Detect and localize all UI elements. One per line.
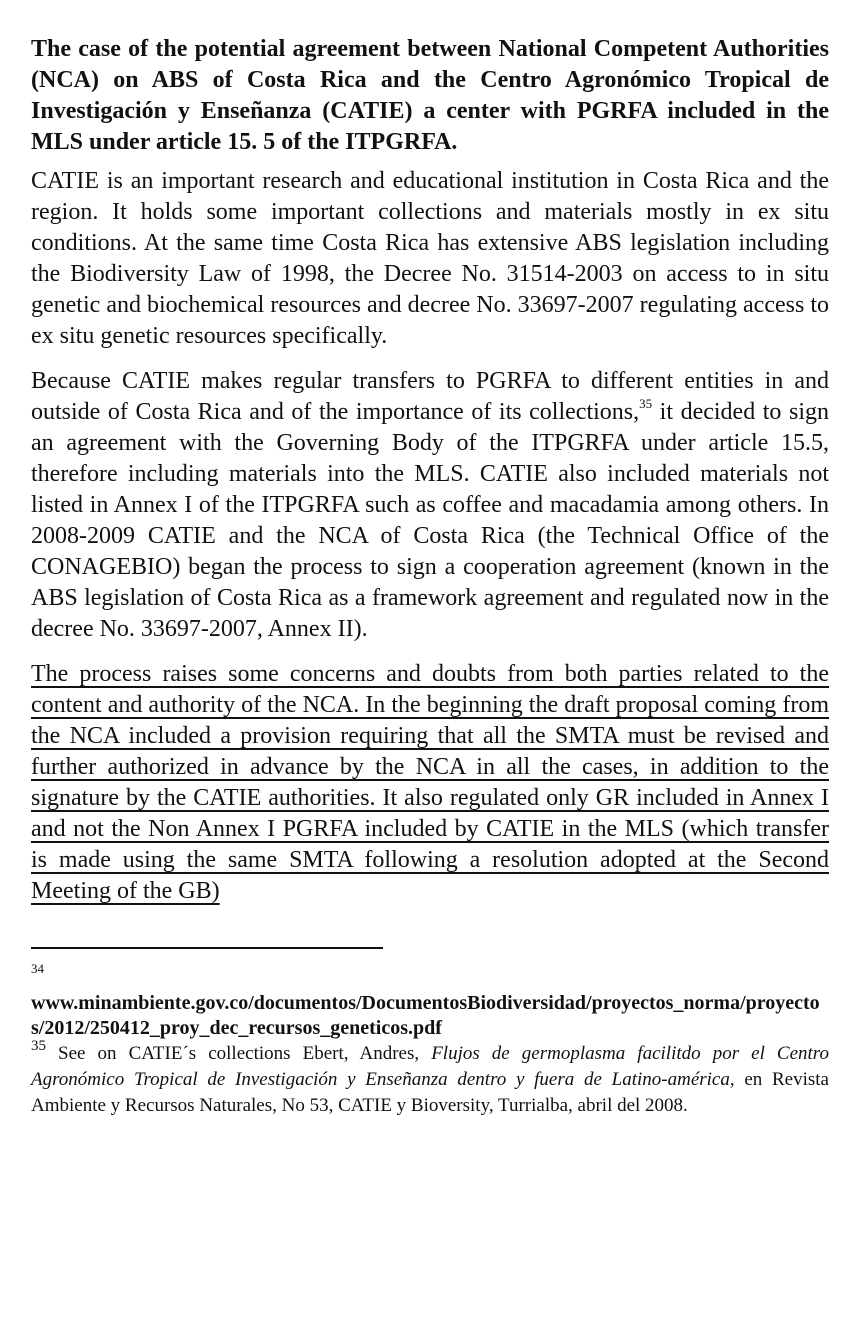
paragraph-2 <box>31 366 829 645</box>
footnote-ref-35[interactable]: 35 <box>639 396 653 411</box>
footnote-35-text-a: See on CATIE´s collections Ebert, Andres, <box>46 1043 432 1064</box>
section-heading: The case of the potential agreement between National Competent Authorities (NCA) on ABS of Costa Rica and the Centro Agronómico Tropical de Investigación y Enseñanza (CATIE) a center with PGRFA included in the MLS under article 15. 5 of the ITPGRFA. <box>31 36 829 155</box>
footnote-35-number: 35 <box>31 1038 46 1054</box>
footnote-35-text-b: , en Revista Ambiente y Recursos Naturales, No 53, CATIE y Bioversity, Turrialba, abril del 2008. <box>31 1069 829 1116</box>
paragraph-3: The process raises some concerns and doubts from both parties related to the content and authority of the NCA. In the beginning the draft proposal coming from the NCA included a provision requiring that all the SMTA must be revised and further authorized in advance by the NCA in all the cases, in addition to the signature by the CATIE authorities. It also regulated only GR included in Annex I and not the Non Annex I PGRFA included by CATIE in the MLS (which transfer is made using the same SMTA following a resolution adopted at the Second Meeting of the GB) <box>31 661 829 904</box>
footnote-35 <box>31 1038 829 1119</box>
footnote-separator <box>31 947 383 949</box>
paragraph-2-text-b: it decided to sign an agreement with the Governing Body of the ITPGRFA under article 15.5, therefore including materials into the MLS. CATIE also included materials not listed in Annex I of the ITPGRFA such as coffee and macadamia among others. In 2008-2009 CATIE and the NCA of Costa Rica (the Technical Office of the CONAGEBIO) began the process to sign a cooperation agreement (known in the ABS legislation of Costa Rica as a framework agreement and regulated now in the decree No. 33697-2007, Annex II). <box>31 399 829 642</box>
footnote-34-number: 34 <box>31 961 44 976</box>
paragraph-1: CATIE is an important research and educational institution in Costa Rica and the region. It holds some important collections and materials mostly in ex situ conditions. At the same time Costa Rica has extensive ABS legislation including the Biodiversity Law of 1998, the Decree No. 31514-2003 on access to in situ genetic and biochemical resources and decree No. 33697-2007 regulating access to ex situ genetic resources specifically. <box>31 168 829 349</box>
footnote-35-title: Flujos de germoplasma facilitdo por el Centro Agronómico Tropical de Investigación y Enseñanza dentro y fuera de Latino-américa <box>31 1043 829 1090</box>
footnote-34-link[interactable]: www.minambiente.gov.co/documentos/DocumentosBiodiversidad/proyectos_norma/proyectos/2012/250412_proy_dec_recursos_geneticos.pdf <box>31 992 820 1039</box>
paragraph-2-text-a: Because CATIE makes regular transfers to PGRFA to different entities in and outside of Costa Rica and of the importance of its collections, <box>31 368 829 425</box>
